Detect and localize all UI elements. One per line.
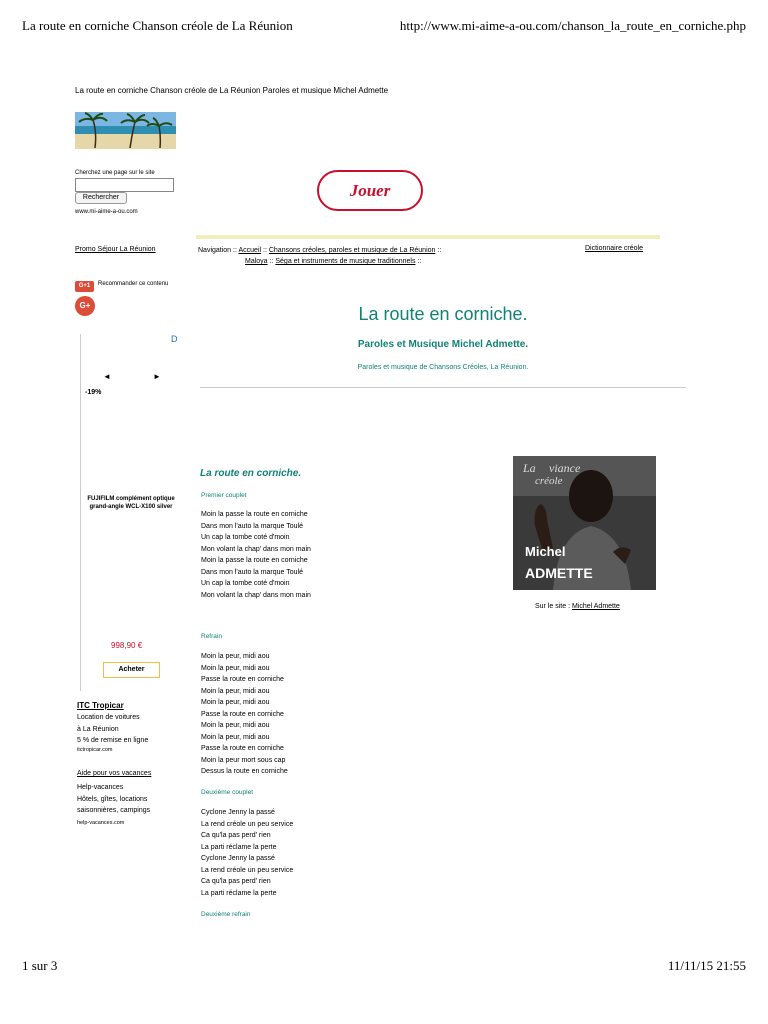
album-text-creole: créole xyxy=(535,475,563,487)
aide-line: Help-vacances xyxy=(77,784,124,791)
aide-url: help-vacances.com xyxy=(77,820,125,826)
print-header-url: http://www.mi-aime-a-ou.com/chanson_la_route_en_corniche.php xyxy=(399,18,746,33)
lyric-line: Passe la route en corniche xyxy=(201,710,284,718)
ad-panel xyxy=(80,334,176,691)
lyric-line: Moin la peur mort sous cap xyxy=(201,756,286,764)
song-title: La route en corniche. xyxy=(200,468,302,479)
lyric-line: Moin la peur, midi aou xyxy=(201,653,270,660)
album-name-last: ADMETTE xyxy=(525,565,593,581)
michel-admette-link[interactable]: Michel Admette xyxy=(571,603,620,610)
aide-line: saisonnières, campings xyxy=(77,807,151,814)
itc-description xyxy=(77,712,148,747)
site-url: www.mi-aime-a-ou.com xyxy=(75,209,138,215)
search-input[interactable] xyxy=(75,178,174,192)
lyric-line: Passe la route en corniche xyxy=(201,745,284,752)
google-plus-share-icon[interactable]: G+ xyxy=(75,296,95,316)
lyric-line: Cyclone Jenny la passé xyxy=(201,809,275,816)
main-description: Paroles et musique de Chansons Créoles, La Réunion. xyxy=(357,364,529,371)
lyric-line: Mon volant la chap' dans mon main xyxy=(201,591,311,599)
lyric-line: Cyclone Jenny la passé xyxy=(201,855,275,862)
lyric-line: La parti réclame la perte xyxy=(201,843,277,851)
lyric-line: Moin la peur, midi aou xyxy=(201,722,270,729)
main-divider xyxy=(200,387,686,388)
lyric-line: Passe la route en corniche xyxy=(201,676,284,683)
ad-choices-icon[interactable]: D xyxy=(171,334,178,344)
lyric-line: Dans mon l'auto la marque Toulé xyxy=(201,568,303,576)
lyric-line: Un cap la tombe coté d'moin xyxy=(201,580,290,587)
ad-next-arrow-icon[interactable]: ► xyxy=(153,372,161,381)
lyric-line: La rend créole un peu service xyxy=(201,820,294,828)
print-footer-datetime: 11/11/15 21:55 xyxy=(667,958,746,973)
itc-url: itctropicar.com xyxy=(77,747,113,753)
search-label: Cherchez une page sur le site xyxy=(75,170,155,176)
nav-separator: :: xyxy=(263,247,267,254)
beach-banner-image xyxy=(75,112,176,149)
lyric-line: Un cap la tombe coté d'moin xyxy=(201,534,290,541)
main-title: La route en corniche. xyxy=(358,304,528,324)
main-subtitle: Paroles et Musique Michel Admette. xyxy=(357,339,529,350)
google-plus-one-icon[interactable]: G+1 xyxy=(75,281,94,292)
ad-product-name[interactable]: FUJIFILM complément optique grand-angle WCL-X100 silver xyxy=(87,496,175,510)
couplet1-label: Premier couplet xyxy=(201,492,247,499)
couplet1-lyrics xyxy=(201,509,311,601)
aide-vacances-link[interactable]: Aide pour vos vacances xyxy=(77,770,152,777)
lyric-line: Moin la peur, midi aou xyxy=(201,664,270,672)
lyric-line: Ca qu'la pas perd' rien xyxy=(201,878,271,885)
refrain2-label: Deuxième refrain xyxy=(201,911,251,918)
lyric-line: Moin la peur, midi aou xyxy=(201,699,270,706)
print-footer-page: 1 sur 3 xyxy=(22,958,58,973)
album-cover-image xyxy=(513,456,656,590)
nav-link-sega[interactable]: Séga et instruments de musique traditionnels xyxy=(275,258,416,265)
lyric-line: La rend créole un peu service xyxy=(201,866,294,874)
aide-description xyxy=(77,782,150,817)
itc-line: 5 % de remise en ligne xyxy=(77,737,149,744)
nav-divider xyxy=(196,235,660,239)
nav-link-accueil[interactable]: Accueil xyxy=(238,247,262,254)
couplet2-label: Deuxième couplet xyxy=(201,789,254,796)
nav-separator: :: xyxy=(417,258,422,265)
dictionnaire-link[interactable]: Dictionnaire créole xyxy=(585,245,643,252)
aide-line: Hôtels, gîtes, locations xyxy=(77,795,148,803)
sur-le-site-prefix: Sur le site : xyxy=(535,603,571,610)
page-title: La route en corniche Chanson créole de La Réunion Paroles et musique Michel Admette xyxy=(75,86,389,95)
itc-line: à La Réunion xyxy=(77,725,119,733)
lyric-line: Ca qu'la pas perd' rien xyxy=(201,832,271,839)
ad-discount-badge: -19% xyxy=(85,389,102,396)
search-button[interactable]: Rechercher xyxy=(75,192,127,204)
itc-tropicar-link[interactable]: ITC Tropicar xyxy=(77,701,124,710)
print-header-title: La route en corniche Chanson créole de La Réunion xyxy=(22,18,293,33)
nav-prefix: Navigation :: xyxy=(198,247,237,254)
nav-link-chansons[interactable]: Chansons créoles, paroles et musique de La Réunion xyxy=(268,247,436,254)
jouer-button[interactable]: Jouer xyxy=(317,170,423,211)
itc-line: Location de voitures xyxy=(77,714,140,721)
nav-link-maloya[interactable]: Maloya xyxy=(245,258,268,265)
nav-separator: :: xyxy=(437,247,442,254)
ad-buy-button[interactable]: Acheter xyxy=(103,662,160,678)
nav-separator: :: xyxy=(269,258,274,265)
lyric-line: Moin la passe la route en corniche xyxy=(201,511,308,518)
album-text-viance: viance xyxy=(549,461,581,475)
promo-sejour-link[interactable]: Promo Séjour La Réunion xyxy=(75,246,156,253)
lyric-line: Dessus la route en corniche xyxy=(201,768,288,775)
lyric-line: Moin la peur, midi aou xyxy=(201,733,270,741)
sur-le-site xyxy=(535,603,620,610)
ad-price: 998,90 € xyxy=(111,641,143,650)
album-text-la: La xyxy=(523,461,536,475)
refrain-lyrics xyxy=(201,651,288,778)
lyric-line: Moin la peur, midi aou xyxy=(201,687,270,695)
refrain-label: Refrain xyxy=(201,633,222,640)
lyric-line: La parti réclame la perte xyxy=(201,889,277,897)
lyric-line: Moin la passe la route en corniche xyxy=(201,557,308,564)
ad-prev-arrow-icon[interactable]: ◄ xyxy=(103,372,111,381)
couplet2-lyrics xyxy=(201,807,293,899)
recommend-text: Recommander ce contenu xyxy=(98,281,169,287)
album-name-first: Michel xyxy=(525,544,566,559)
navigation-bar-line2 xyxy=(245,258,421,265)
lyric-line: Dans mon l'auto la marque Toulé xyxy=(201,522,303,530)
lyric-line: Mon volant la chap' dans mon main xyxy=(201,545,311,553)
